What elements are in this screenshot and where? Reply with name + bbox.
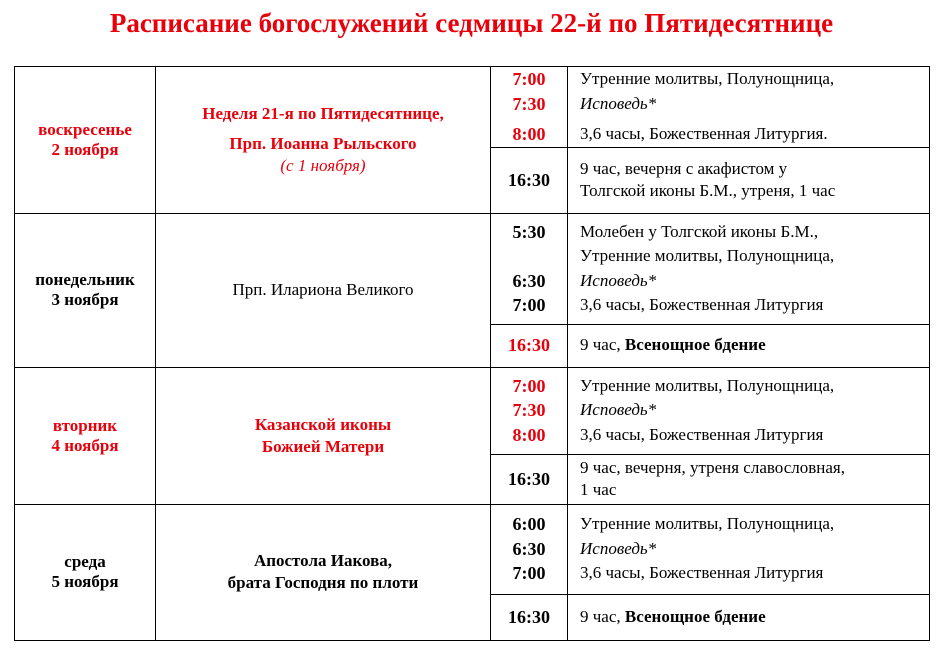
time-cell — [491, 67, 568, 148]
service-time: 7:00 — [512, 375, 546, 396]
service-time: 16:30 — [508, 335, 550, 356]
day-name: вторник — [52, 415, 118, 435]
service-time: 16:30 — [508, 169, 550, 190]
service-cell — [568, 504, 930, 594]
service-line: Утренние молитвы, Полунощница, — [580, 69, 835, 88]
service-cell — [568, 324, 930, 367]
service-line: 9 час, вечерня, утреня славословная, — [580, 458, 845, 477]
feast-line: Прп. Илариона Великого — [232, 280, 414, 299]
service-time: 16:30 — [508, 468, 550, 489]
schedule-table — [14, 66, 930, 641]
time-cell — [491, 504, 568, 594]
table-row — [15, 367, 930, 454]
feast-line: Божией Матери — [261, 436, 385, 456]
day-name: среда — [64, 552, 106, 571]
service-line: Утренние молитвы, Полунощница, — [580, 375, 835, 395]
service-line: 3,6 часы, Божественная Литургия — [580, 295, 824, 314]
service-line: Всенощное бдение — [624, 606, 766, 626]
service-line: 9 час, — [580, 606, 621, 626]
feast-line: Неделя 21-я по Пятидесятнице, — [202, 103, 444, 123]
service-line: Исповедь* — [580, 270, 657, 290]
day-date: 5 ноября — [51, 572, 119, 591]
service-line: Всенощное бдение — [624, 335, 766, 355]
table-row — [15, 67, 930, 148]
day-date: 4 ноября — [51, 435, 119, 455]
time-cell — [491, 594, 568, 640]
day-cell-monday — [15, 213, 156, 367]
feast-cell-sunday — [156, 67, 491, 214]
service-time: 7:30 — [512, 93, 546, 114]
service-line: 1 час — [580, 480, 617, 499]
service-cell — [568, 67, 930, 148]
service-line: Исповедь* — [580, 538, 657, 558]
day-date: 3 ноября — [51, 290, 119, 309]
service-time: 7:00 — [512, 69, 546, 89]
feast-cell-tuesday — [156, 367, 491, 504]
feast-line: Апостола Иакова, — [253, 551, 393, 570]
day-cell-wednesday — [15, 504, 156, 640]
time-cell — [491, 367, 568, 454]
day-cell-tuesday — [15, 367, 156, 504]
service-time: 7:30 — [512, 400, 546, 421]
service-cell — [568, 213, 930, 324]
feast-cell-wednesday — [156, 504, 491, 640]
page-title: Расписание богослужений седмицы 22-й по Пятидесятнице — [109, 8, 834, 38]
service-line: 9 час, вечерня с акафистом у — [580, 159, 788, 178]
feast-line: Прп. Иоанна Рыльского — [229, 133, 417, 153]
service-time: 16:30 — [508, 606, 550, 627]
service-line: 9 час, — [580, 335, 621, 355]
service-time — [491, 244, 567, 269]
feast-line: Казанской иконы — [254, 414, 392, 434]
feast-note: (с 1 ноября) — [280, 155, 366, 175]
service-time: 6:30 — [512, 538, 546, 559]
service-cell — [568, 594, 930, 640]
service-time: 7:00 — [512, 563, 546, 584]
service-cell — [568, 454, 930, 504]
day-name: воскресенье — [38, 119, 132, 139]
service-line: Толгской иконы Б.М., утреня, 1 час — [580, 181, 836, 200]
service-time: 5:30 — [512, 221, 546, 242]
table-row — [15, 504, 930, 594]
day-name: понедельник — [35, 270, 135, 289]
service-line: Молебен у Толгской иконы Б.М., — [580, 221, 819, 241]
day-date: 2 ноября — [51, 139, 119, 159]
service-cell — [568, 367, 930, 454]
service-line: Утренние молитвы, Полунощница, — [580, 246, 835, 265]
feast-cell-monday — [156, 213, 491, 367]
service-line: 3,6 часы, Божественная Литургия — [580, 424, 824, 444]
feast-line: брата Господня по плоти — [227, 573, 419, 592]
service-line: Исповедь* — [580, 400, 657, 420]
table-row — [15, 213, 930, 324]
service-time: 7:00 — [512, 295, 546, 315]
service-time: 8:00 — [512, 424, 546, 445]
service-cell — [568, 147, 930, 213]
day-cell-sunday — [15, 67, 156, 214]
service-line: Утренние молитвы, Полунощница, — [580, 514, 835, 534]
service-time: 6:30 — [512, 270, 546, 291]
time-cell — [491, 324, 568, 367]
time-cell — [491, 454, 568, 504]
service-time: 8:00 — [512, 124, 546, 144]
time-cell — [491, 213, 568, 324]
service-line: Исповедь* — [580, 93, 657, 113]
service-time: 6:00 — [512, 514, 546, 535]
service-line: 3,6 часы, Божественная Литургия — [580, 563, 824, 583]
time-cell — [491, 147, 568, 213]
service-line: 3,6 часы, Божественная Литургия. — [580, 124, 828, 143]
